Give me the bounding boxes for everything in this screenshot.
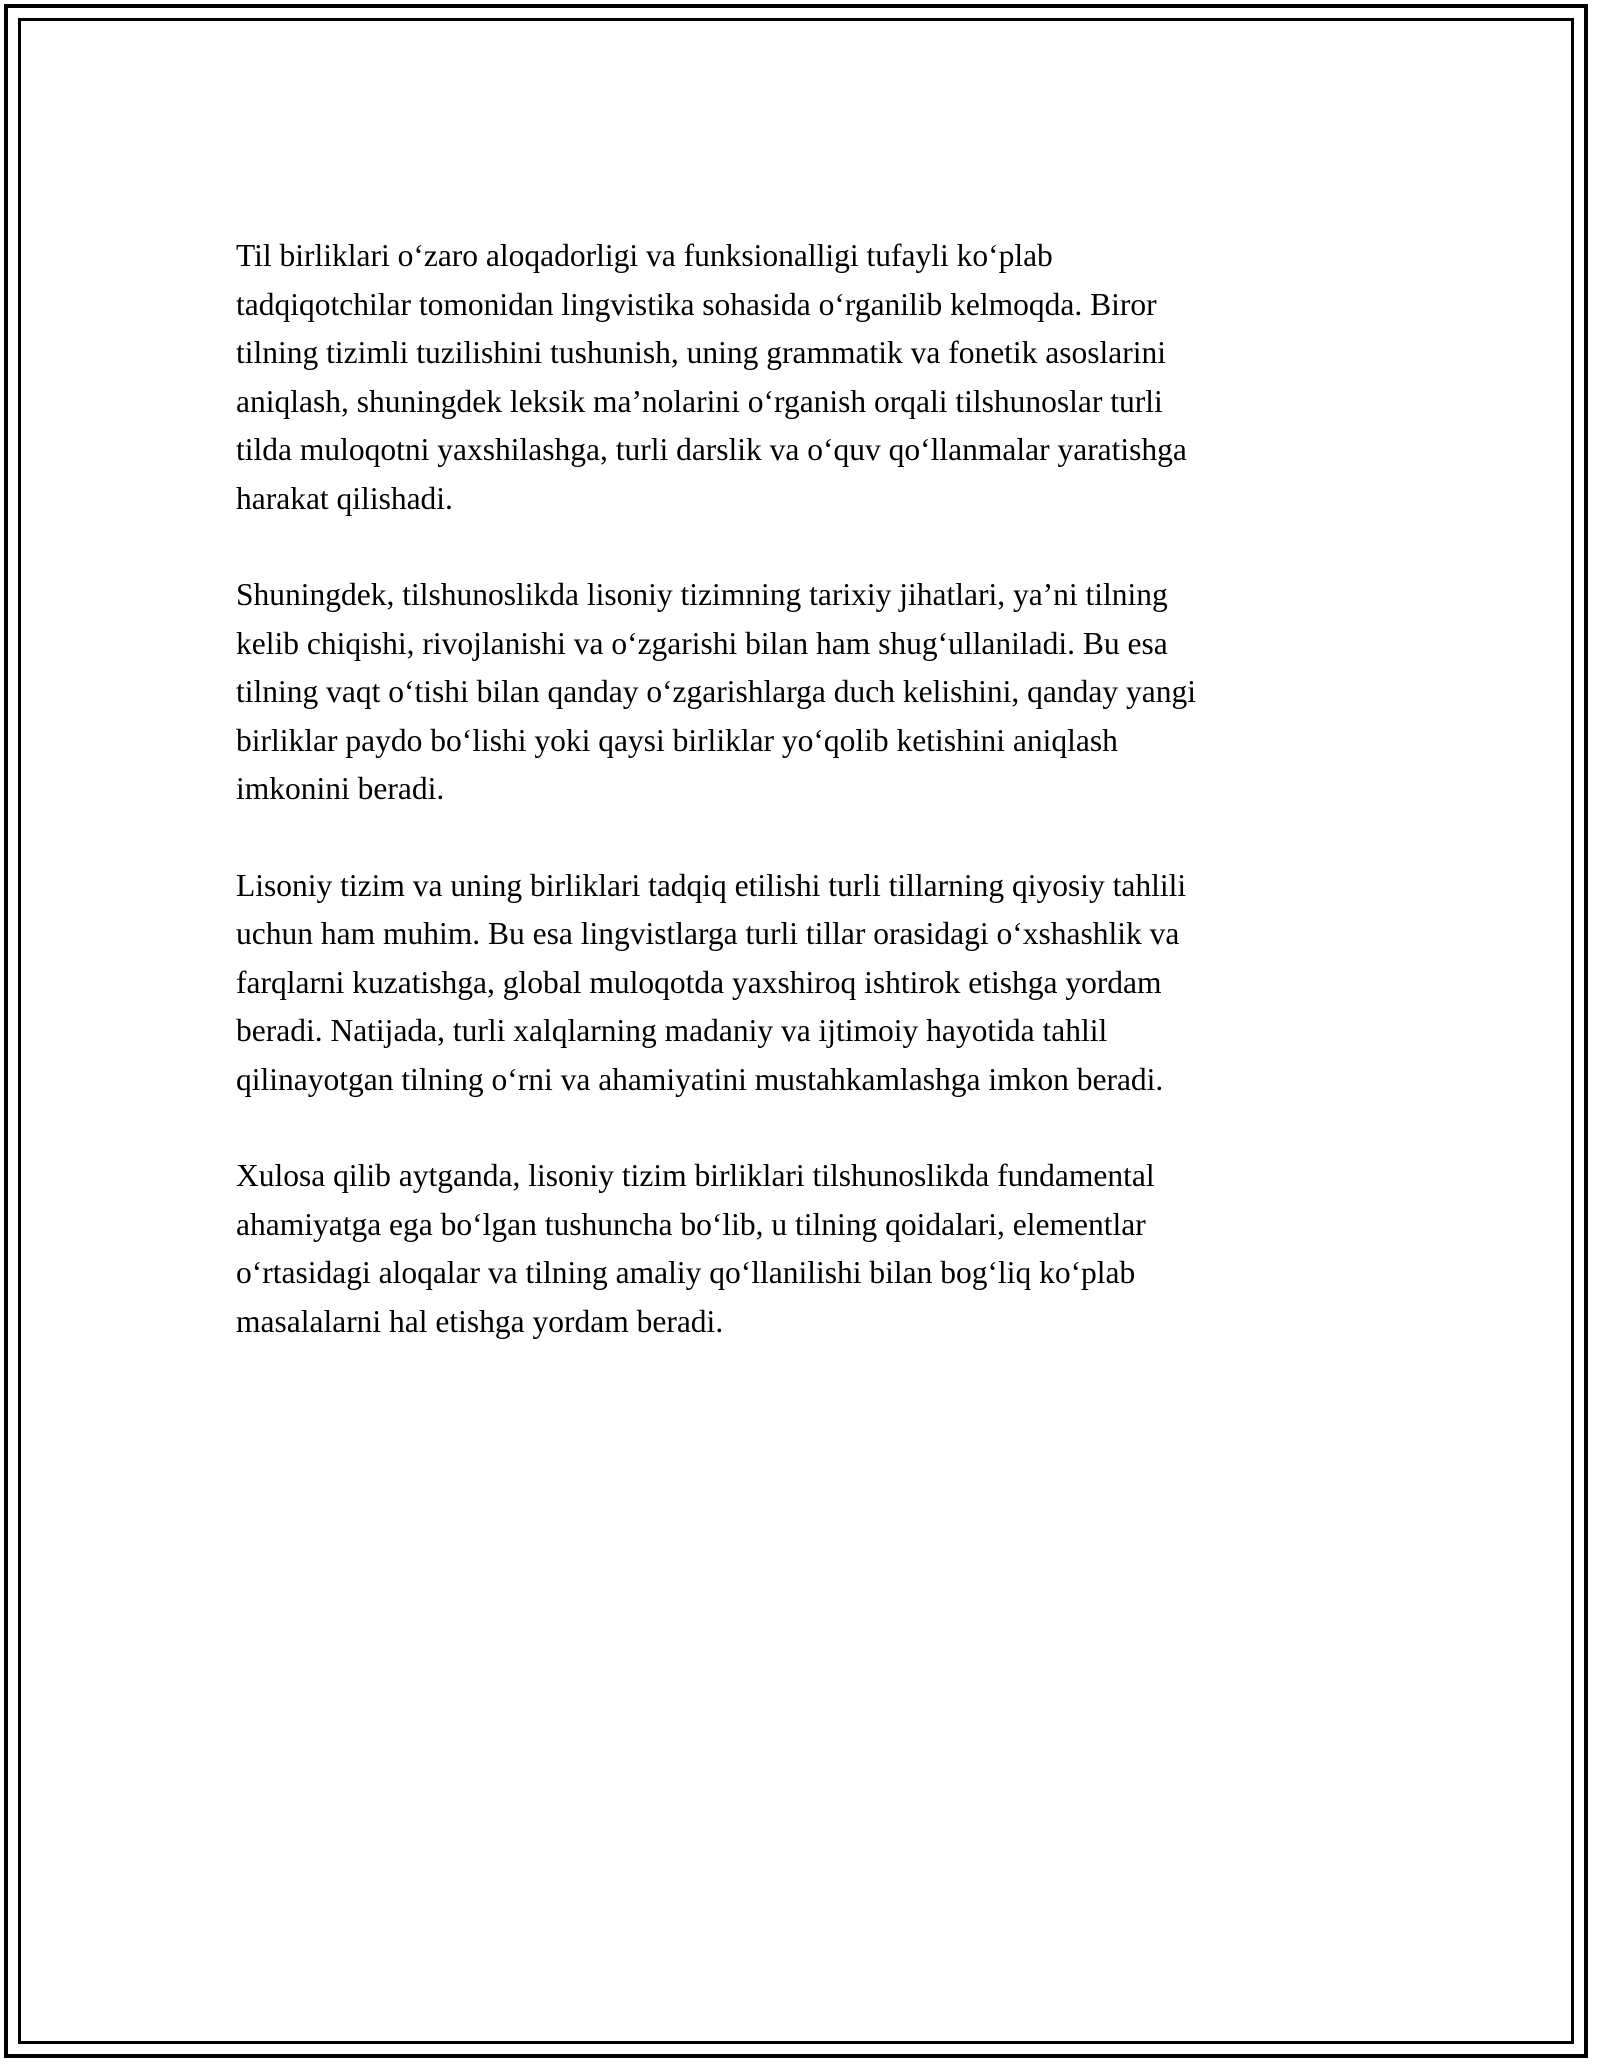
paragraph-2: Shuningdek, tilshunoslikda lisoniy tizimning tarixiy jihatlari, ya’ni tilning kelib chiqishi, rivojlanishi va o‘zgarishi bilan ham shug‘ullaniladi. Bu esa tilning vaqt o‘tishi bilan qanday o‘zgarishlarga duch kelishini, qanday yangi birliklar paydo bo‘lishi yoki qaysi birliklar yo‘qolib ketishini aniqlash imkonini beradi. xyxy=(236,577,1196,806)
paragraph-3: Lisoniy tizim va uning birliklari tadqiq etilishi turli tillarning qiyosiy tahlili uchun ham muhim. Bu esa lingvistlarga turli tillar orasidagi o‘xshashlik va farqlarni kuzatishga, global muloqotda yaxshiroq ishtirok etishga yordam beradi. Natijada, turli xalqlarning madaniy va ijtimoiy hayotida tahlil qilinayotgan tilning o‘rni va ahamiyatini mustahkamlashga imkon beradi. xyxy=(236,867,1187,1097)
paragraph-4: Xulosa qilib aytganda, lisoniy tizim birliklari tilshunoslikda fundamental ahamiyatga ega bo‘lgan tushuncha bo‘lib, u tilning qoidalari, elementlar o‘rtasidagi aloqalar va tilning amaliy qo‘llanilishi bilan bog‘liq ko‘plab masalalarni hal etishga yordam beradi. xyxy=(236,1158,1155,1339)
document-body xyxy=(236,232,1366,1394)
paragraph-1: Til birliklari o‘zaro aloqadorligi va funksionalligi tufayli ko‘plab tadqiqotchilar tomonidan lingvistika sohasida o‘rganilib kelmoqda. Biror tilning tizimli tuzilishini tushunish, uning grammatik va fonetik asoslarini aniqlash, shuningdek leksik ma’nolarini o‘rganish orqali tilshunoslar turli tilda muloqotni yaxshilashga, turli darslik va o‘quv qo‘llanmalar yaratishga harakat qilishadi. xyxy=(236,238,1187,516)
